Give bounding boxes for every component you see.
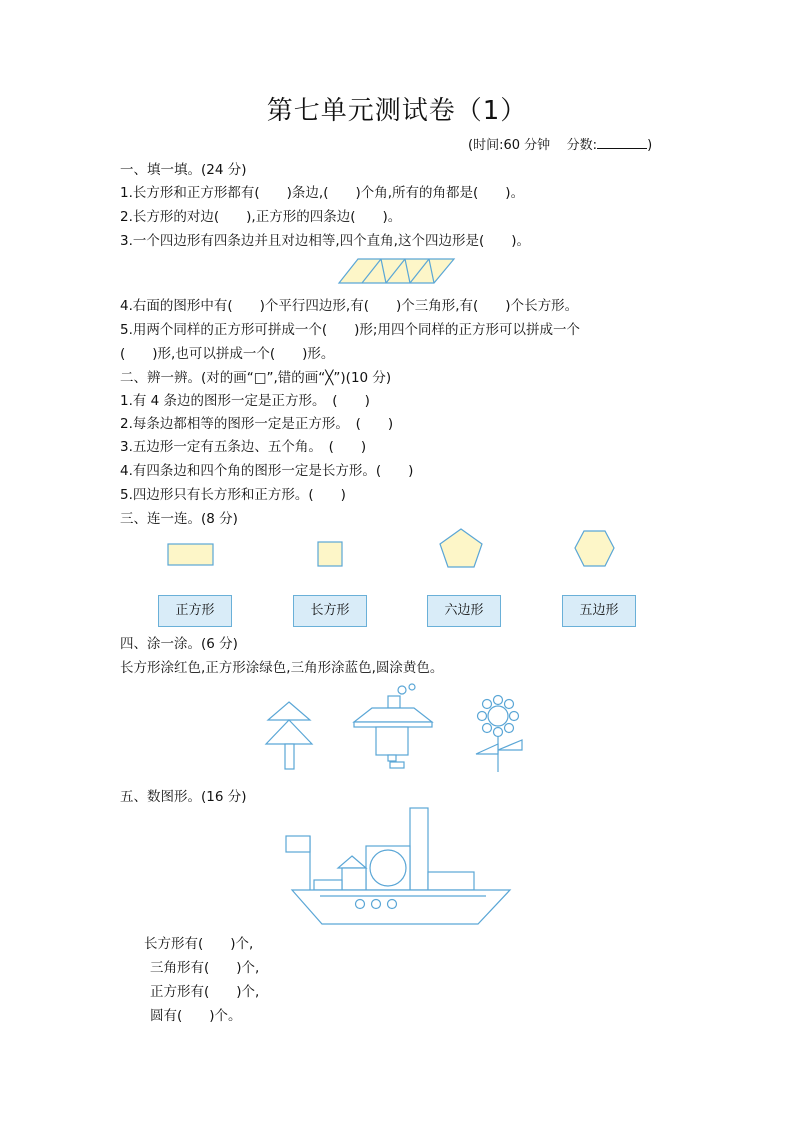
s1-question-4[interactable]: 4.右面的图形中有( )个平行四边形,有( )个三角形,有( )个长方形。 (120, 298, 579, 314)
section5-heading: 五、数图形。(16 分) (120, 789, 247, 805)
section1-heading: 一、填一填。(24 分) (120, 162, 247, 178)
label-box-rectangle[interactable]: 长方形 (293, 595, 367, 627)
pentagon-shape[interactable] (439, 528, 485, 570)
s4-instruction: 长方形涂红色,正方形涂绿色,三角形涂蓝色,圆涂黄色。 (120, 660, 444, 676)
section3-heading: 三、连一连。(8 分) (120, 511, 238, 527)
boat-figure[interactable] (290, 806, 514, 926)
s2-question-2[interactable]: 2.每条边都相等的图形一定是正方形。 ( ) (120, 416, 394, 432)
lamp-figure[interactable] (352, 684, 434, 774)
tree-figure[interactable] (266, 700, 314, 772)
s1-question-1[interactable]: 1.长方形和正方形都有( )条边,( )个角,所有的角都是( )。 (120, 185, 525, 201)
s2-question-4[interactable]: 4.有四条边和四个角的图形一定是长方形。( ) (120, 463, 414, 479)
s1-question-3[interactable]: 3.一个四边形有四条边并且对边相等,四个直角,这个四边形是( )。 (120, 233, 530, 249)
page-title: 第七单元测试卷（1） (266, 96, 528, 126)
time-score-info (468, 134, 652, 153)
hexagon-shape[interactable] (574, 530, 616, 568)
s2-question-3[interactable]: 3.五边形一定有五条边、五个角。 ( ) (120, 439, 367, 455)
answer-triangles[interactable]: 三角形有( )个, (150, 960, 260, 976)
score-blank[interactable] (597, 136, 647, 149)
s1-question-2[interactable]: 2.长方形的对边( ),正方形的四条边( )。 (120, 209, 402, 225)
label-box-hexagon[interactable]: 六边形 (427, 595, 501, 627)
s2-question-5[interactable]: 5.四边形只有长方形和正方形。( ) (120, 487, 346, 503)
flower-figure[interactable] (472, 694, 528, 774)
meta-close: ) (647, 138, 653, 153)
s1-question-5b[interactable]: ( )形,也可以拼成一个( )形。 (120, 346, 335, 362)
s1-question-5a[interactable]: 5.用两个同样的正方形可拼成一个( )形;用四个同样的正方形可以拼成一个 (120, 322, 580, 338)
square-shape[interactable] (317, 541, 345, 569)
s2-question-1[interactable]: 1.有 4 条边的图形一定是正方形。 ( ) (120, 393, 370, 409)
section2-heading: 二、辨一辨。(对的画“□”,错的画“╳”)(10 分) (120, 370, 392, 386)
label-box-pentagon[interactable]: 五边形 (562, 595, 636, 627)
section4-heading: 四、涂一涂。(6 分) (120, 636, 238, 652)
answer-circles[interactable]: 圆有( )个。 (150, 1008, 242, 1024)
parallelogram-figure (338, 258, 456, 284)
label-box-square[interactable]: 正方形 (158, 595, 232, 627)
answer-rectangles[interactable]: 长方形有( )个, (144, 936, 254, 952)
rectangle-shape[interactable] (167, 543, 215, 567)
answer-squares[interactable]: 正方形有( )个, (150, 984, 260, 1000)
score-label: 分数: (566, 138, 598, 153)
time-label: (时间:60 分钟 (468, 138, 551, 153)
